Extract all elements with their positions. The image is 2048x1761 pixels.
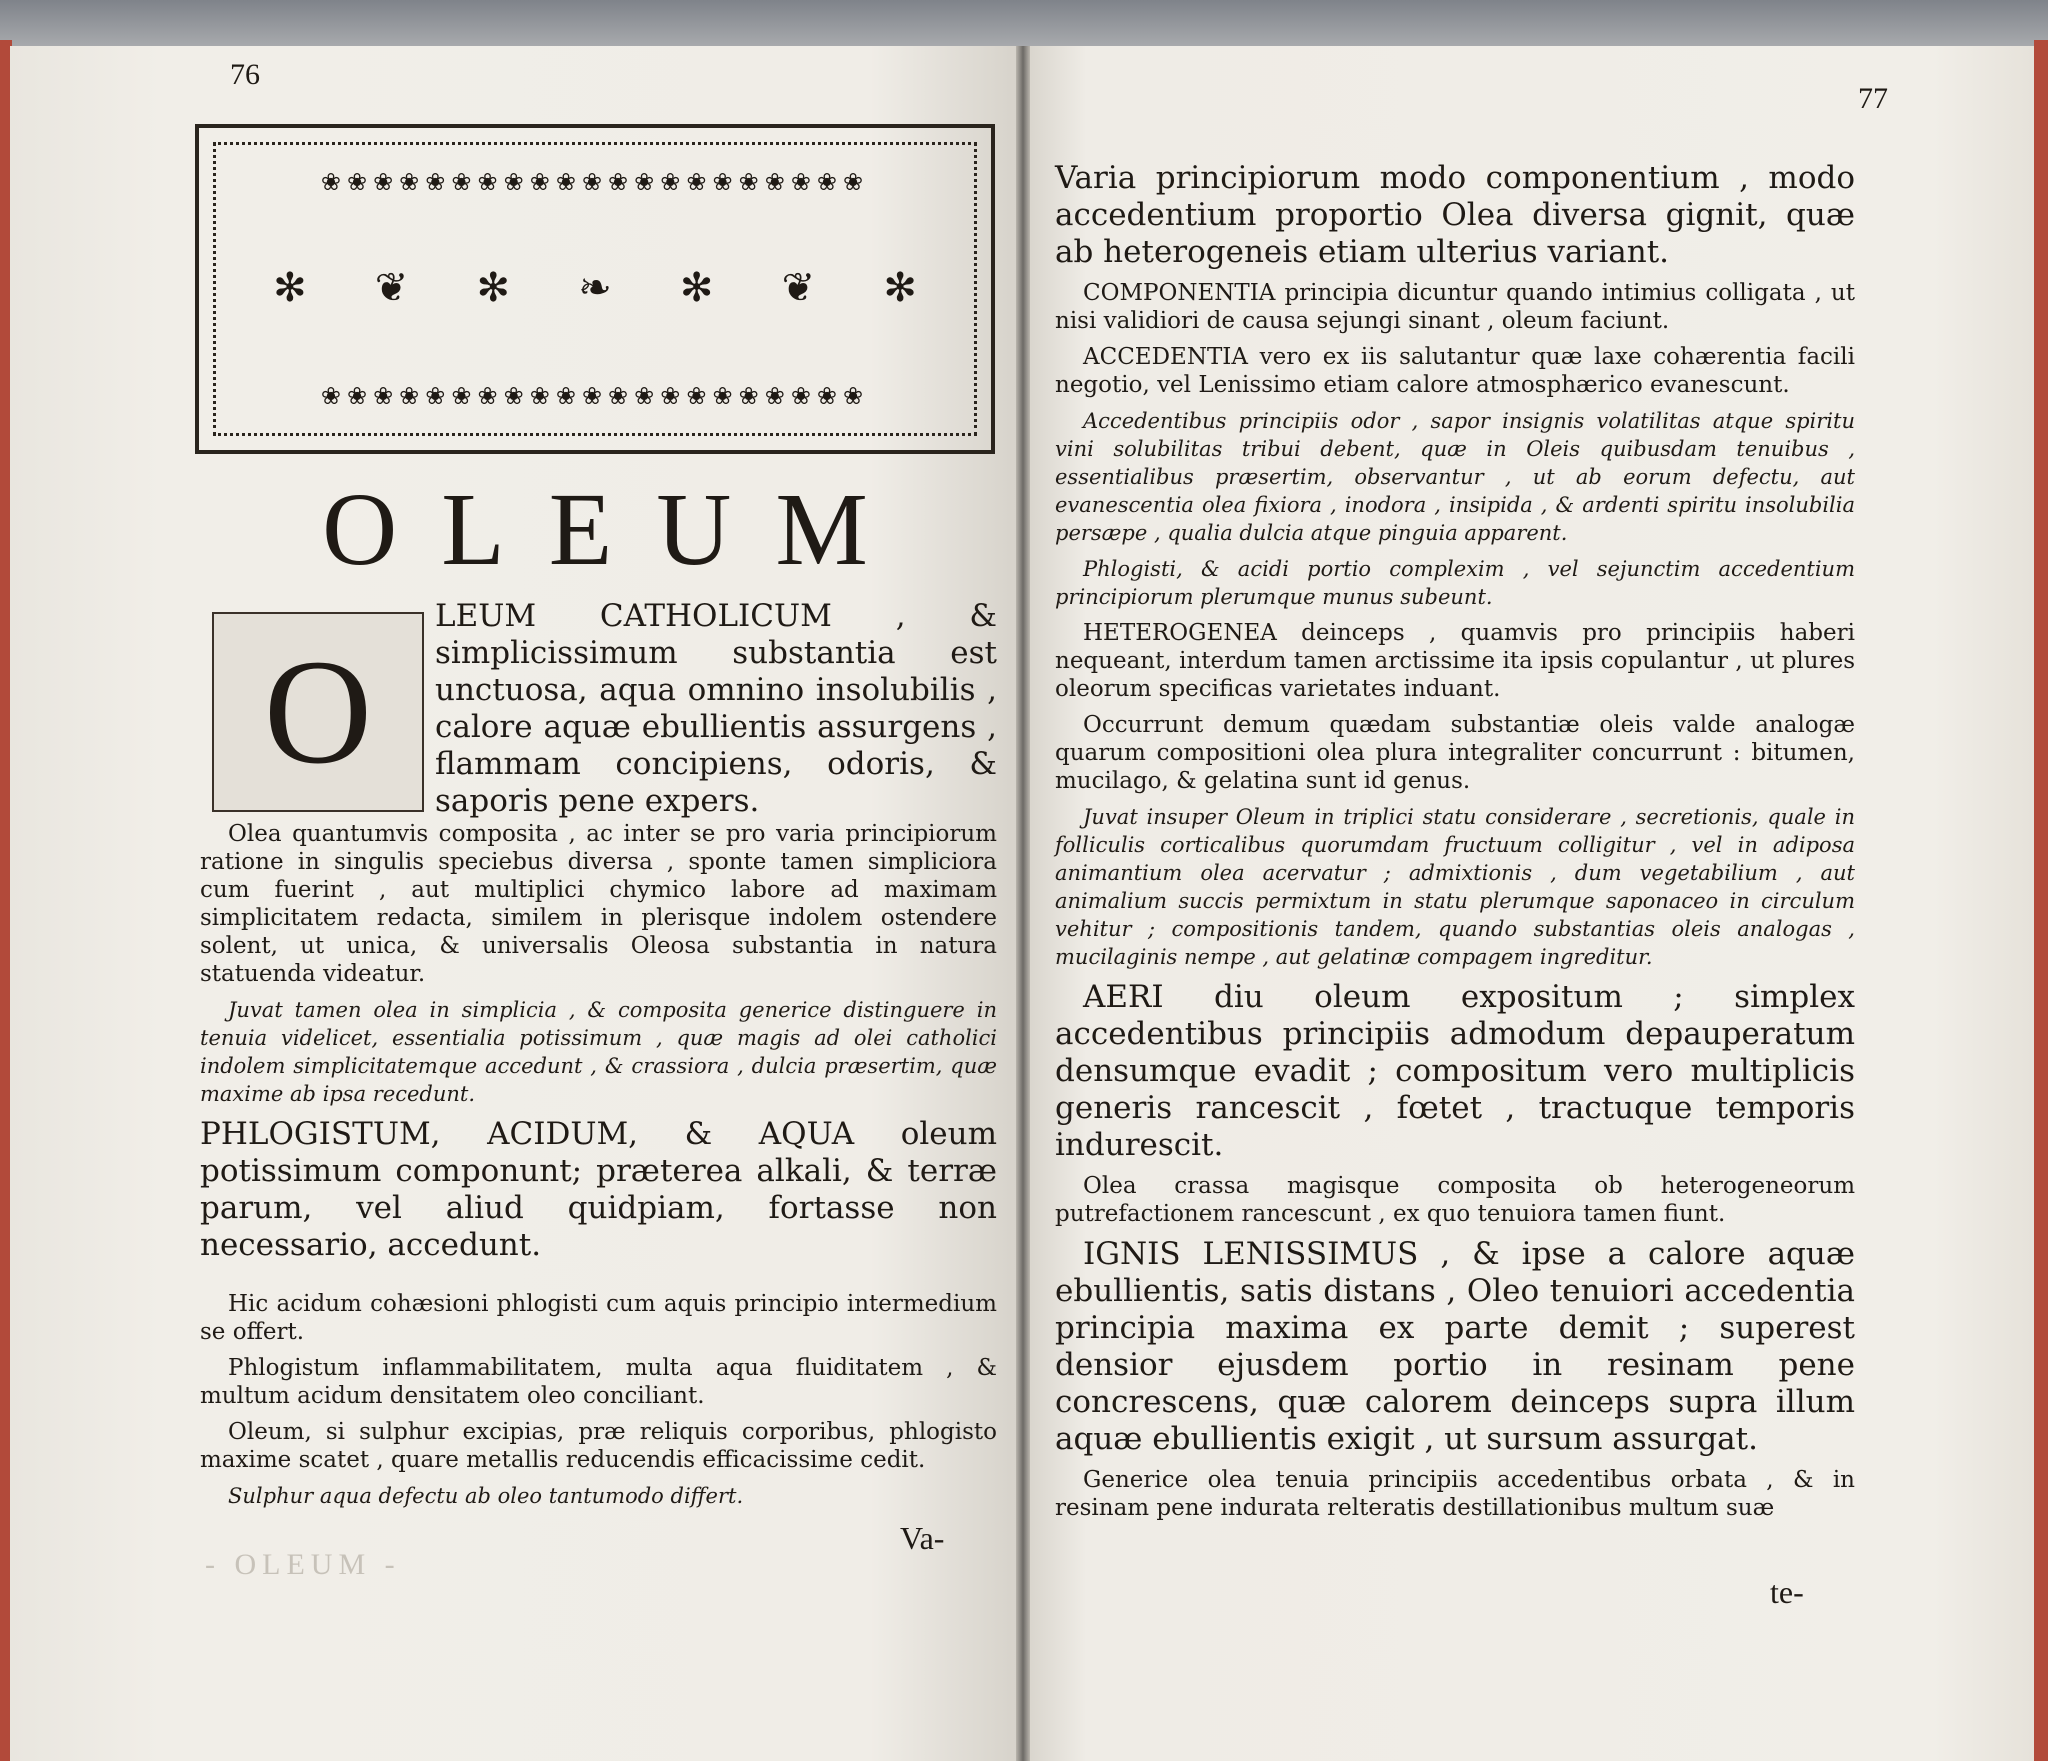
body-paragraph-large: PHLOGISTUM, ACIDUM, & AQUA oleum potissimum componunt; præterea alkali, & terræ parum, vel aliud quidpiam, fortasse non necessario, accedunt. bbox=[200, 1116, 997, 1263]
show-through-text: - OLEUM - bbox=[205, 1548, 401, 1581]
decorative-headpiece bbox=[195, 124, 995, 454]
star-ornament-icon: ✻ bbox=[273, 265, 307, 311]
body-paragraph-large: AERI diu oleum expositum ; simplex accedentibus principiis admodum depauperatum densumque evadit ; compositum vero multiplicis generis rancescit , fœtet , tractuque temporis indurescit. bbox=[1055, 979, 1855, 1163]
body-paragraph-large: IGNIS LENISSIMUS , & ipse a calore aquæ ebullientis, satis distans , Oleo tenuiori accedentia principia maxima ex parte demit ; superest densior ejusdem portio in resinam pene concrescens, quæ calorem deinceps supra illum aquæ ebullientis exigit , ut sursum assurgat. bbox=[1055, 1236, 1855, 1457]
body-paragraph-large: Varia principiorum modo componentium , modo accedentium proportio Olea diversa gignit, quæ ab heterogeneis etiam ulterius variant. bbox=[1055, 160, 1855, 270]
left-page-number: 76 bbox=[230, 58, 260, 91]
body-paragraph-italic: Sulphur aqua defectu ab oleo tantumodo differt. bbox=[228, 1484, 744, 1508]
chapter-title: OLEUM bbox=[322, 472, 912, 587]
body-paragraph: Olea quantumvis composita , ac inter se pro varia principiorum ratione in singulis speciebus diversa , sponte tamen simpliciora cum fuerint , aut multiplici chymico labore ad maximam simplicitatem redacta, similem in plerisque indolem ostendere solent, ut unica, & universalis Oleosa substantia in natura statuenda videatur. bbox=[200, 821, 997, 987]
initial-letter: O bbox=[263, 629, 373, 795]
fleuron-icon: ❦ bbox=[374, 265, 409, 311]
book-gutter bbox=[1016, 46, 1030, 1761]
star-ornament-icon: ✻ bbox=[679, 265, 714, 311]
body-paragraph: Generice olea tenuia principiis accedentibus orbata , & in resinam pene indurata relteratis destillationibus multum suæ bbox=[1055, 1467, 1855, 1521]
book-cover-edge-right bbox=[2034, 40, 2048, 1761]
body-paragraph-italic: Accedentibus principiis odor , sapor insignis volatilitas atque spiritu vini solubilitas tribui debent, quæ in Oleis quibusdam tenuibus , essentialibus præsertim, observantur , ut ab eorum defectu, aut evanescentia olea fixiora , inodora , insipida , & ardenti spiritu insolubilia persæpe , qualia dulcia atque pinguia apparent. bbox=[1055, 409, 1855, 545]
intro-paragraph: LEUM CATHOLICUM , & simplicissimum substantia est unctuosa, aqua omnino insolubilis , calore aquæ ebullientis assurgens , flammam concipiens, odoris, & saporis pene expers. bbox=[435, 598, 997, 819]
star-ornament-icon: ✻ bbox=[883, 265, 917, 311]
body-paragraph: Phlogistum inflammabilitatem, multa aqua fluiditatem , & multum acidum densitatem oleo conciliant. bbox=[200, 1355, 997, 1409]
headpiece-flower-row-top: ❀❀❀❀❀❀❀❀❀❀❀❀❀❀❀❀❀❀❀❀❀ bbox=[320, 168, 870, 196]
headpiece-flower-row-bottom: ❀❀❀❀❀❀❀❀❀❀❀❀❀❀❀❀❀❀❀❀❀ bbox=[320, 382, 870, 410]
body-paragraph-italic: Juvat tamen olea in simplicia , & composita generice distinguere in tenuia videlicet, essentialia potissimum , quæ magis ad olei catholici indolem simplicitatemque accedunt , & crassiora , dulcia præsertim, quæ maxime ab ipsa recedunt. bbox=[200, 998, 997, 1106]
decorated-initial bbox=[212, 612, 424, 812]
fleuron-icon: ❦ bbox=[781, 265, 816, 311]
floral-spray-icon: ❧ bbox=[578, 265, 612, 311]
body-paragraph: Olea crassa magisque composita ob heterogeneorum putrefactionem rancescunt , ex quo tenuiora tamen fiunt. bbox=[1055, 1173, 1855, 1227]
body-paragraph: ACCEDENTIA vero ex iis salutantur quæ laxe cohærentia facili negotio, vel Lenissimo etiam calore atmosphærico evanescunt. bbox=[1055, 344, 1855, 398]
right-page-number: 77 bbox=[1858, 82, 1888, 115]
body-paragraph: Oleum, si sulphur excipias, præ reliquis corporibus, phlogisto maxime scatet , quare metallis reducendis efficacissime cedit. bbox=[200, 1419, 997, 1473]
body-paragraph: COMPONENTIA principia dicuntur quando intimius colligata , ut nisi validiori de causa sejungi sinant , oleum faciunt. bbox=[1055, 280, 1855, 334]
body-paragraph: Hic acidum cohæsioni phlogisti cum aquis principio intermedium se offert. bbox=[200, 1291, 997, 1345]
star-ornament-icon: ✻ bbox=[476, 265, 511, 311]
body-paragraph-italic: Phlogisti, & acidi portio complexim , vel sejunctim accedentium principiorum plerumque munus subeunt. bbox=[1055, 557, 1855, 609]
right-body-text bbox=[1055, 160, 1855, 1522]
body-paragraph-italic: Juvat insuper Oleum in triplici statu considerare , secretionis, quale in folliculis corticalibus quorumdam fructuum colligitur , vel in adiposa animantium olea acervatur ; admixtionis , dum vegetabilium , aut animalium succis permixtum in statu plerumque saponaceo in circulum vehitur ; compositionis tandem, quando substantias oleis analogas , mucilaginis nempe , aut gelatinæ compagem ingreditur. bbox=[1055, 805, 1855, 969]
right-catchword: te- bbox=[1770, 1574, 1804, 1610]
body-paragraph: Occurrunt demum quædam substantiæ oleis valde analogæ quarum compositioni olea plura integraliter concurrunt : bitumen, mucilago, & gelatina sunt id genus. bbox=[1055, 712, 1855, 794]
headpiece-center-motifs bbox=[239, 238, 951, 338]
left-catchword: Va- bbox=[900, 1520, 945, 1556]
background-top bbox=[0, 0, 2048, 48]
left-intro-block bbox=[435, 598, 997, 820]
body-paragraph: HETEROGENEA deinceps , quamvis pro principiis haberi nequeant, interdum tamen arctissime ita ipsis copulantur , ut plures oleorum specificas varietates induant. bbox=[1055, 620, 1855, 702]
left-body-text bbox=[200, 820, 997, 1510]
